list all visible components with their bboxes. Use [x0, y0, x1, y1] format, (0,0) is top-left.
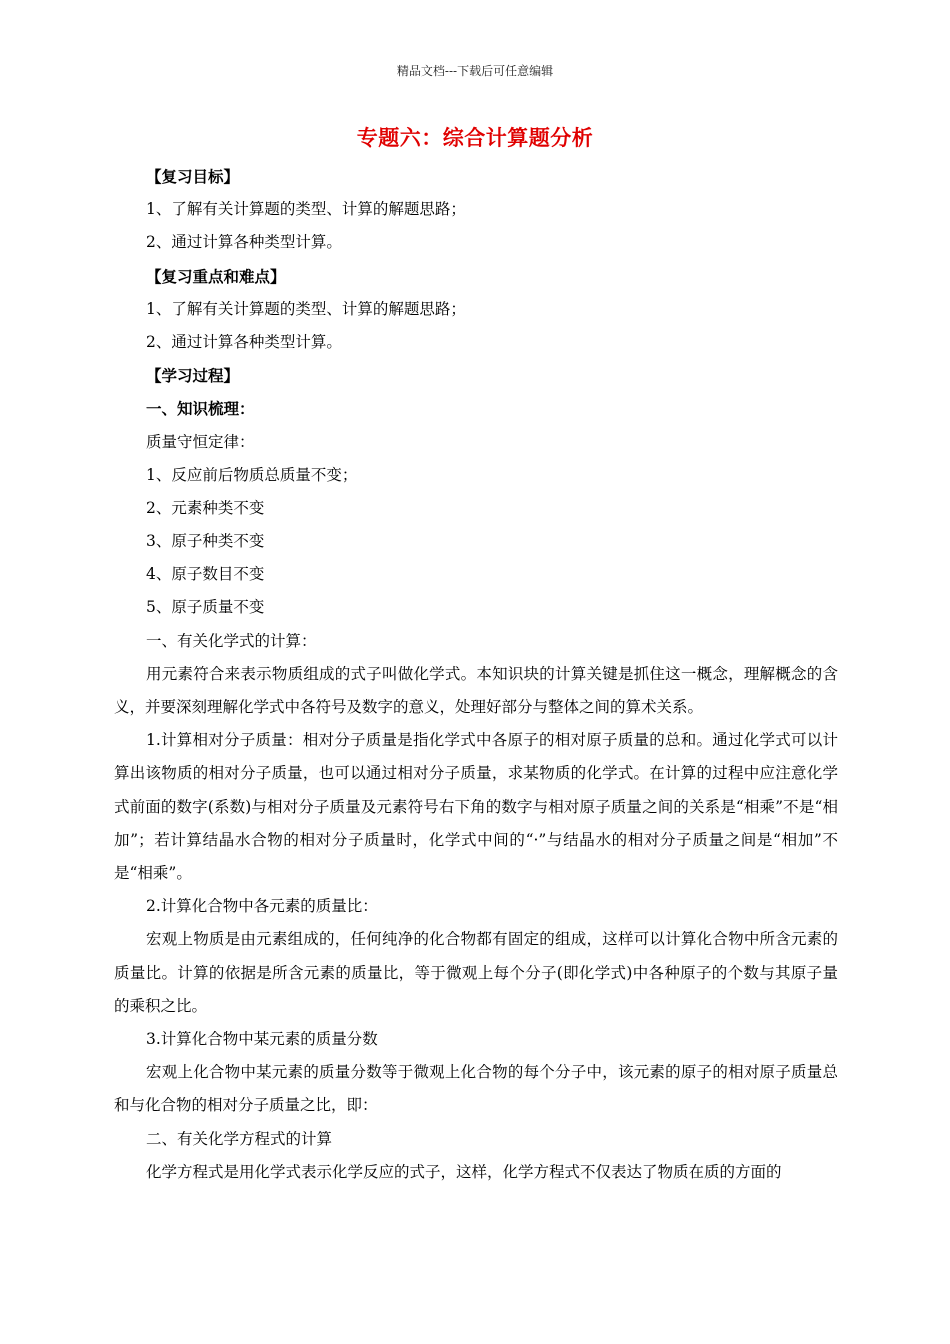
conservation-item: 5、原子质量不变 — [146, 598, 265, 617]
conservation-item: 4、原子数目不变 — [146, 565, 265, 584]
item3-heading: 3.计算化合物中某元素的质量分数 — [146, 1030, 378, 1049]
item3-paragraph: 宏观上化合物中某元素的质量分数等于微观上化合物的每个分子中，该元素的原子的相对原子质量总和与化合物的相对分子质量之比，即： — [114, 1063, 838, 1115]
goal-item: 2、通过计算各种类型计算。 — [146, 233, 342, 252]
key-point-item: 2、通过计算各种类型计算。 — [146, 332, 342, 351]
equation-intro-paragraph: 化学方程式是用化学式表示化学反应的式子，这样，化学方程式不仅表达了物质在质的方面的 — [146, 1162, 782, 1181]
conservation-label: 质量守恒定律： — [146, 432, 255, 451]
goals-heading: 【复习目标】 — [146, 167, 240, 186]
item1-paragraph: 1.计算相对分子质量：相对分子质量是指化学式中各原子的相对原子质量的总和。通过化学式可以计算出该物质的相对分子质量，也可以通过相对分子质量，求某物质的化学式。在计算的过程中应注意化学式前面的数字(系数)与相对分子质量及元素符号右下角的数字与相对原子质量之间的关系是“相乘”不是“相加”；若计算结晶水合物的相对分子质量时，化学式中间的“·”与结晶水的相对分子质量之间是“相加”不是“相乘”。 — [114, 731, 838, 883]
conservation-item: 1、反应前后物质总质量不变； — [146, 465, 358, 484]
document-body — [114, 160, 838, 1189]
knowledge-heading: 一、知识梳理： — [146, 399, 255, 419]
document-title: 专题六：综合计算题分析 — [356, 125, 594, 150]
conservation-item: 2、元素种类不变 — [146, 498, 265, 517]
formula-calc-heading: 一、有关化学式的计算： — [146, 631, 317, 650]
key-point-item: 1、了解有关计算题的类型、计算的解题思路； — [146, 299, 466, 318]
key-points-heading: 【复习重点和难点】 — [146, 266, 286, 286]
conservation-item: 3、原子种类不变 — [146, 532, 265, 551]
process-heading: 【学习过程】 — [146, 366, 240, 386]
formula-intro-paragraph: 用元素符合来表示物质组成的式子叫做化学式。本知识块的计算关键是抓住这一概念，理解概念的含义，并要深刻理解化学式中各符号及数字的意义，处理好部分与整体之间的算术关系。 — [114, 664, 838, 717]
item2-paragraph: 宏观上物质是由元素组成的，任何纯净的化合物都有固定的组成，这样可以计算化合物中所含元素的质量比。计算的依据是所含元素的质量比，等于微观上每个分子(即化学式)中各种原子的个数与其原子量的乘积之比。 — [114, 930, 838, 1015]
header-note: 精品文档---下载后可任意编辑 — [396, 64, 554, 78]
goal-item: 1、了解有关计算题的类型、计算的解题思路； — [146, 200, 466, 219]
item2-heading: 2.计算化合物中各元素的质量比： — [146, 897, 378, 916]
equation-calc-heading: 二、有关化学方程式的计算 — [146, 1129, 333, 1148]
